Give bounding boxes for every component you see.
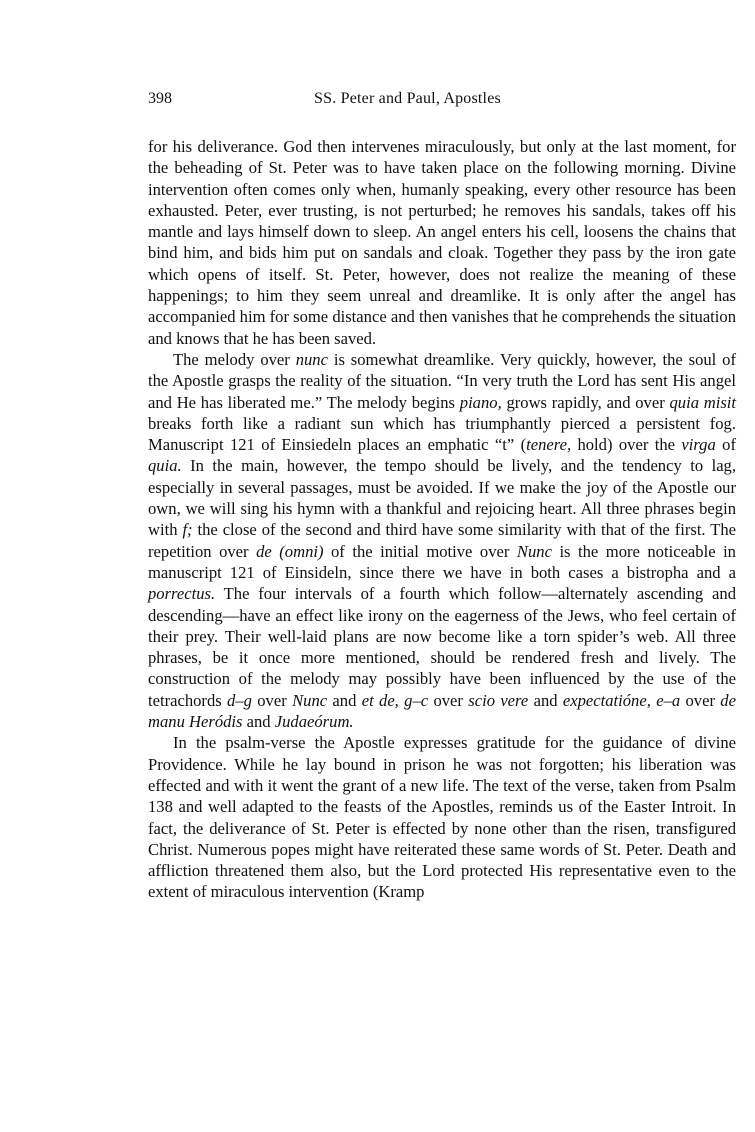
italic-term: d–g (227, 690, 252, 710)
running-head: SS. Peter and Paul, Apostles (314, 90, 501, 107)
paragraph-3 (148, 732, 736, 902)
text-run: The melody over (173, 349, 296, 369)
italic-term: f; (182, 520, 193, 540)
paragraph-2 (148, 349, 736, 732)
italic-term: de (omni) (256, 541, 324, 561)
text-run: hold) over the (571, 435, 682, 455)
text-run: over (251, 690, 293, 710)
text-run: over (680, 690, 721, 710)
italic-term: piano, (459, 392, 502, 412)
text-run: is somewhat dreamlike. Very quickly, however, the soul of the Apostle grasps the reality of the situation. “In very truth the Lord has sent His angel and He has liberated me.” The melody begins (148, 349, 736, 412)
italic-term: Nunc (292, 690, 328, 710)
text-run: grows rapidly, and over (501, 392, 670, 412)
italic-term: scio vere (468, 690, 529, 710)
text-run: of (715, 435, 736, 455)
text-run: of the initial motive over (323, 541, 517, 561)
italic-term: de manu Heródis (148, 690, 736, 732)
text-run: In the main, however, the tempo should be lively, and the tendency to lag, especially in several passages, must be avoided. If we make the joy of the Apostle our own, we will sing his hymn with a thankful and rejoicing heart. All three phrases begin with (148, 456, 736, 540)
text-run: the close of the second and third have some similarity with that of the first. The repetition over (148, 520, 736, 561)
italic-term: quia misit (669, 392, 736, 412)
italic-term: expectatióne, e–a (562, 690, 681, 710)
text-run: and (242, 712, 275, 732)
text-run: is the more noticeable in manuscript 121 of Einsideln, since there we have in both cases a bistropha and a (148, 541, 736, 582)
italic-term: et de, g–c (361, 690, 429, 710)
italic-term: tenere, (526, 435, 572, 455)
paragraph-1 (148, 136, 736, 349)
text-run: over (428, 690, 469, 710)
page-number: 398 (148, 90, 172, 107)
italic-term: nunc (295, 349, 328, 369)
text-run: and (528, 690, 563, 710)
italic-term: Nunc (516, 541, 552, 561)
body-text (148, 136, 736, 903)
text-run: breaks forth like a radiant sun which has triumphantly pierced a persistent fog. Manuscript 121 of Einsiedeln places an emphatic “t” ( (148, 413, 736, 455)
text-run: for his deliverance. God then intervenes miraculously, but only at the last moment, for the beheading of St. Peter was to have taken place on the following morning. Divine intervention often comes only when, humanly speaking, every other resource has been exhausted. Peter, ever trusting, is not perturbed; he removes his sandals, takes off his mantle and lays himself down to sleep. An angel enters his cell, loosens the chains that bind him, and bids him put on sandals and cloak. Together they pass by the iron gate which opens of itself. St. Peter, however, does not realize the meaning of these happenings; to him they seem unreal and dreamlike. It is only after the angel has accompanied him for some distance and then vanishes that he comprehends the situation and knows that he has been saved. (148, 137, 736, 348)
page-header (148, 90, 736, 114)
italic-term: virga (681, 435, 716, 455)
italic-term: quia. (148, 456, 182, 476)
text-run: In the psalm-verse the Apostle expresses gratitude for the guidance of divine Providence. While he lay bound in prison he was not forgotten; his liberation was effected and with it went the grant of a new life. The text of the verse, taken from Psalm 138 and well adapted to the feasts of the Apostles, reminds us of the Easter Introit. In fact, the deliverance of St. Peter is effected by none other than the risen, transfigured Christ. Numerous popes might have reiterated these same words of St. Peter. Death and affliction threatened them also, but the Lord protected His representative even to the extent of miraculous intervention (Kramp (148, 733, 736, 902)
italic-term: porrectus. (148, 584, 216, 604)
text-run: The four intervals of a fourth which follow—alternately ascending and descending—have an effect like irony on the eagerness of the Jews, who feel certain of their prey. Their well-laid plans are now become like a torn spider’s web. All three phrases, be it once more mentioned, should be rendered fresh and lively. The construction of the melody may possibly have been influenced by the use of the tetrachords (148, 584, 736, 710)
text-run: and (327, 690, 362, 710)
italic-term: Judaeórum. (274, 712, 354, 732)
